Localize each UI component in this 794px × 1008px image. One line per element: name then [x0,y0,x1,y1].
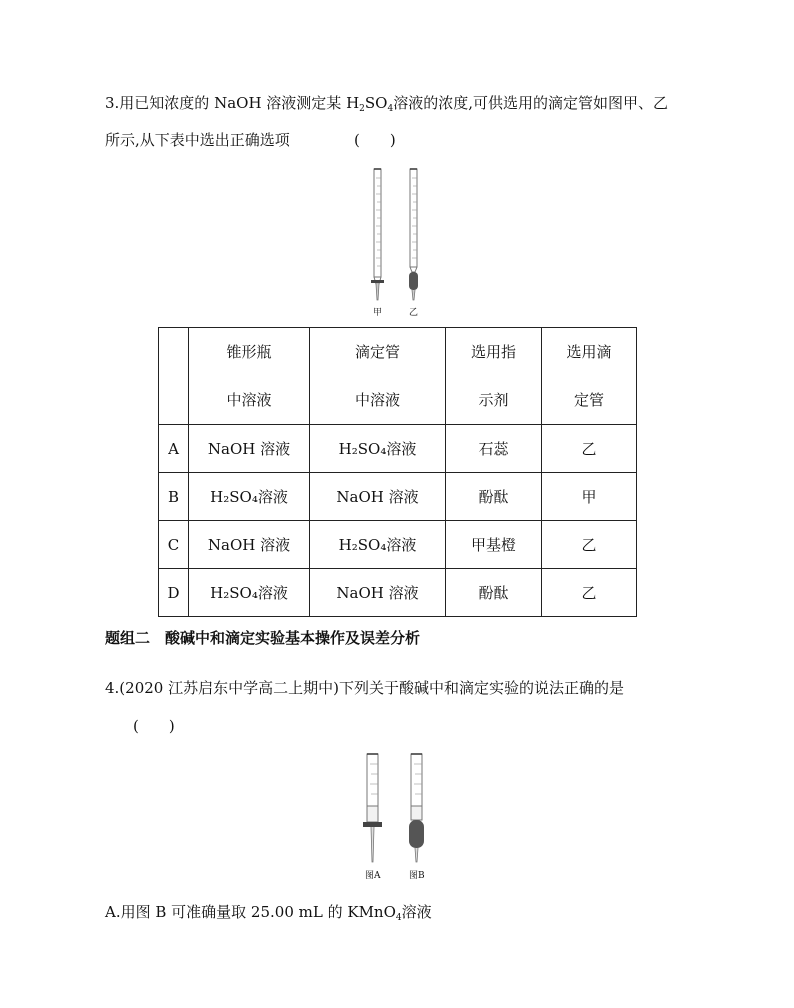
q3-answer-bracket: ( ) [354,131,396,149]
cell-indicator: 酚酞 [446,569,542,617]
row-label: A [159,425,189,473]
cell-tube: 乙 [542,425,637,473]
cell-indicator: 酚酞 [446,473,542,521]
cell-burette: NaOH 溶液 [310,569,446,617]
q4-line1: 4.(2020 江苏启东中学高二上期中)下列关于酸碱中和滴定实验的说法正确的是 [105,679,624,697]
header-cell-tube: 选用滴 定管 [542,328,637,425]
table-row [159,425,637,473]
options-table [158,327,637,617]
row-label: B [159,473,189,521]
header-cell-blank [159,328,189,425]
header-cell-flask: 锥形瓶 中溶液 [189,328,310,425]
header-cell-burette: 滴定管 中溶液 [310,328,446,425]
cell-flask: NaOH 溶液 [189,521,310,569]
cell-flask: H₂SO₄溶液 [189,569,310,617]
cell-indicator: 石蕊 [446,425,542,473]
cell-burette: H₂SO₄溶液 [310,425,446,473]
q3-line1: 3.用已知浓度的 NaOH 溶液测定某 $H_2SO_4$溶液的浓度,可供选用的滴定管如图甲、乙 [105,94,668,114]
figure-label-jia: 甲 [373,308,383,318]
q3-line2: 所示,从下表中选出正确选项 [105,131,290,149]
cell-tube: 甲 [542,473,637,521]
row-label: D [159,569,189,617]
base-burette-icon [409,169,418,300]
q4-answer-bracket: ( ) [133,717,175,735]
cell-burette: NaOH 溶液 [310,473,446,521]
table-header-row [159,328,637,425]
row-label: C [159,521,189,569]
cell-tube: 乙 [542,521,637,569]
table-row [159,569,637,617]
burette-b-icon [409,754,424,862]
cell-indicator: 甲基橙 [446,521,542,569]
cell-flask: H₂SO₄溶液 [189,473,310,521]
burette-figure-q3 [365,166,435,316]
acid-burette-icon [371,169,384,300]
cell-tube: 乙 [542,569,637,617]
figure-label-yi: 乙 [409,308,419,318]
cell-burette: H₂SO₄溶液 [310,521,446,569]
burette-illustration-ab [355,752,445,882]
section-title: 题组二 酸碱中和滴定实验基本操作及误差分析 [105,629,421,647]
table-row [159,521,637,569]
table-row [159,473,637,521]
figure-label-b: 图B [409,871,425,881]
burette-a-icon [363,754,382,862]
q4-option-a: A.用图 B 可准确量取 25.00 mL 的 KMnO$_4$溶液 [105,903,432,923]
burette-illustration [365,166,435,316]
burette-figure-q4 [355,752,445,882]
cell-flask: NaOH 溶液 [189,425,310,473]
header-cell-indicator: 选用指 示剂 [446,328,542,425]
figure-label-a: 图A [365,871,381,881]
